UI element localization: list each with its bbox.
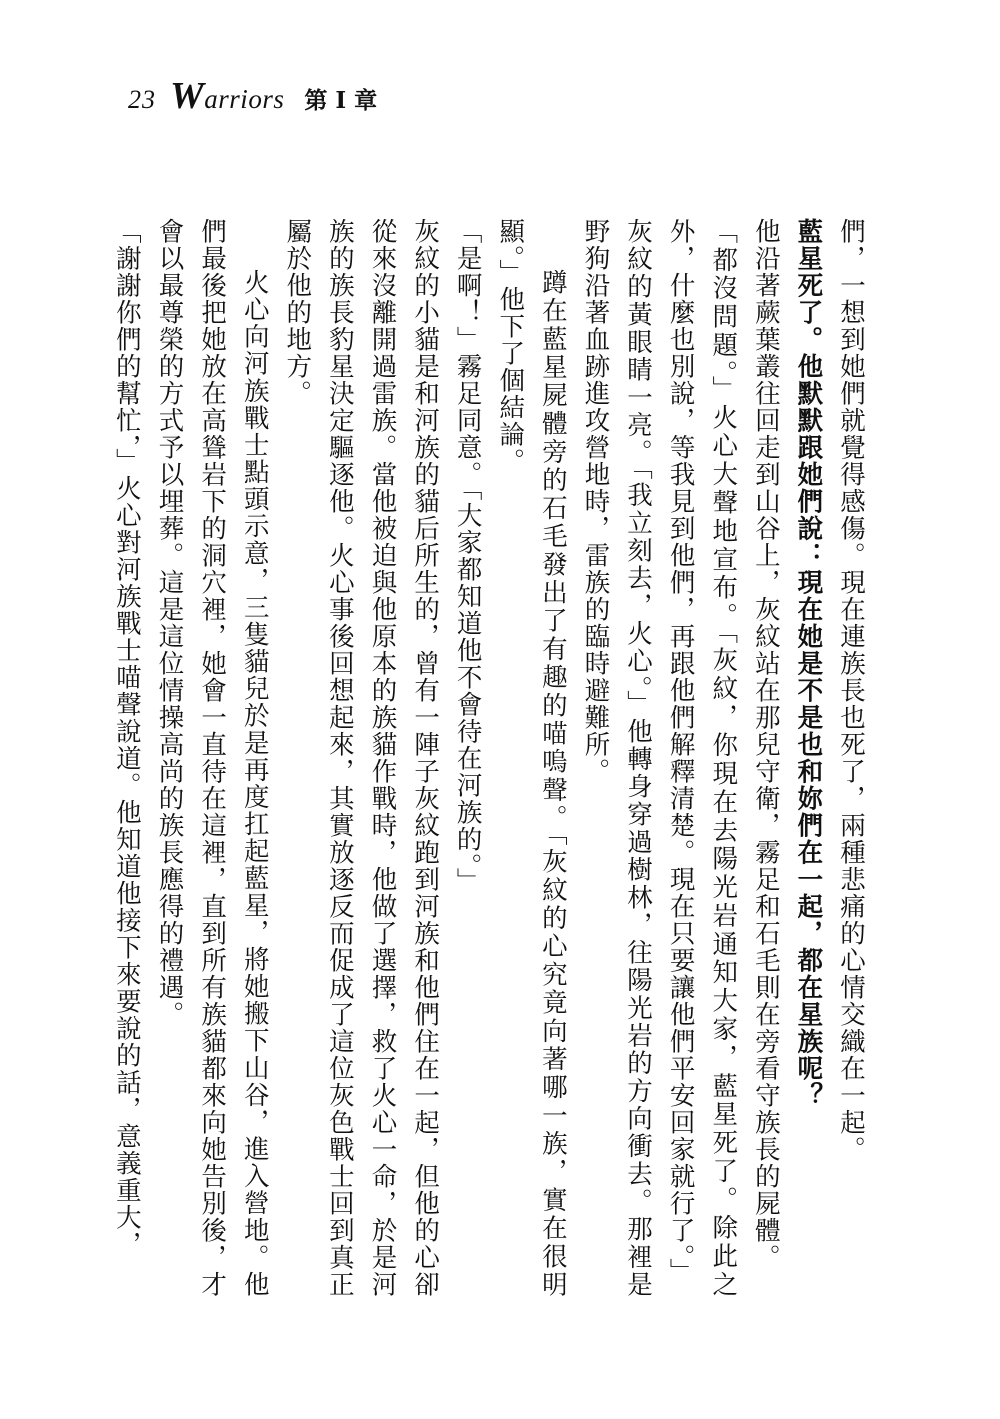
paragraph: 灰紋的黃眼睛一亮。「我立刻去，火心。」他轉身穿過樹林，往陽光岩的方向衝去。那裡是野狗沿著血跡進攻營地時，雷族的臨時避難所。 [580,218,654,1298]
paragraph: 「謝謝你們的幫忙，」火心對河族戰士喵聲說道。他知道他接下來要說的話，意義重大， [111,218,142,1259]
body-text [111,218,872,1298]
paragraph-bold: 藍星死了。他默默跟她們說：現在她是不是也和妳們在一起，都在星族呢？ [793,218,824,1109]
running-header [128,74,378,117]
paragraph: 火心向河族戰士點頭示意，三隻貓兒於是再度扛起藍星，將她搬下山谷，進入營地。他們最後把她放在高聳岩下的洞穴裡，她會一直待在這裡，直到所有族貓都來向她告別後，才會以最尊榮的方式予以埋葬。這是這位情操高尚的族長應得的禮遇。 [154,218,270,1298]
paragraph: 「都沒問題。」火心大聲地宣布。「灰紋，你現在去陽光岩通知大家，藍星死了。除此之外，什麼也別說，等我見到他們，再跟他們解釋清楚。現在只要讓他們平安回家就行了。」 [665,218,739,1298]
paragraph: 灰紋的小貓是和河族的貓后所生的，曾有一陣子灰紋跑到河族和他們住在一起，但他的心卻從來沒離開過雷族。當他被迫與他原本的族貓作戰時，他做了選擇，救了火心一命，於是河族的族長豹星決定驅逐他。火心事後回想起來，其實放逐反而促成了這位灰色戰士回到真正屬於他的地方。 [282,218,441,1298]
paragraph: 們，一想到她們就覺得感傷。現在連族長也死了，兩種悲痛的心情交織在一起。 [836,218,866,1163]
series-title-rest: arriors [204,84,285,114]
paragraph: 他沿著蕨葉叢往回走到山谷上，灰紋站在那兒守衛，霧足和石毛則在旁看守族長的屍體。 [750,218,781,1271]
chapter-label: 第 I 章 [304,87,378,114]
series-title [170,74,284,118]
series-title-initial: W [170,75,205,117]
paragraph: 「是啊！」霧足同意。「大家都知道他不會待在河族的。」 [452,218,483,895]
page-number: 23 [128,85,156,114]
paragraph: 蹲在藍星屍體旁的石毛發出了有趣的喵嗚聲。「灰紋的心究竟向著哪一族，實在很明顯。」他下了個結論。 [495,218,568,1298]
